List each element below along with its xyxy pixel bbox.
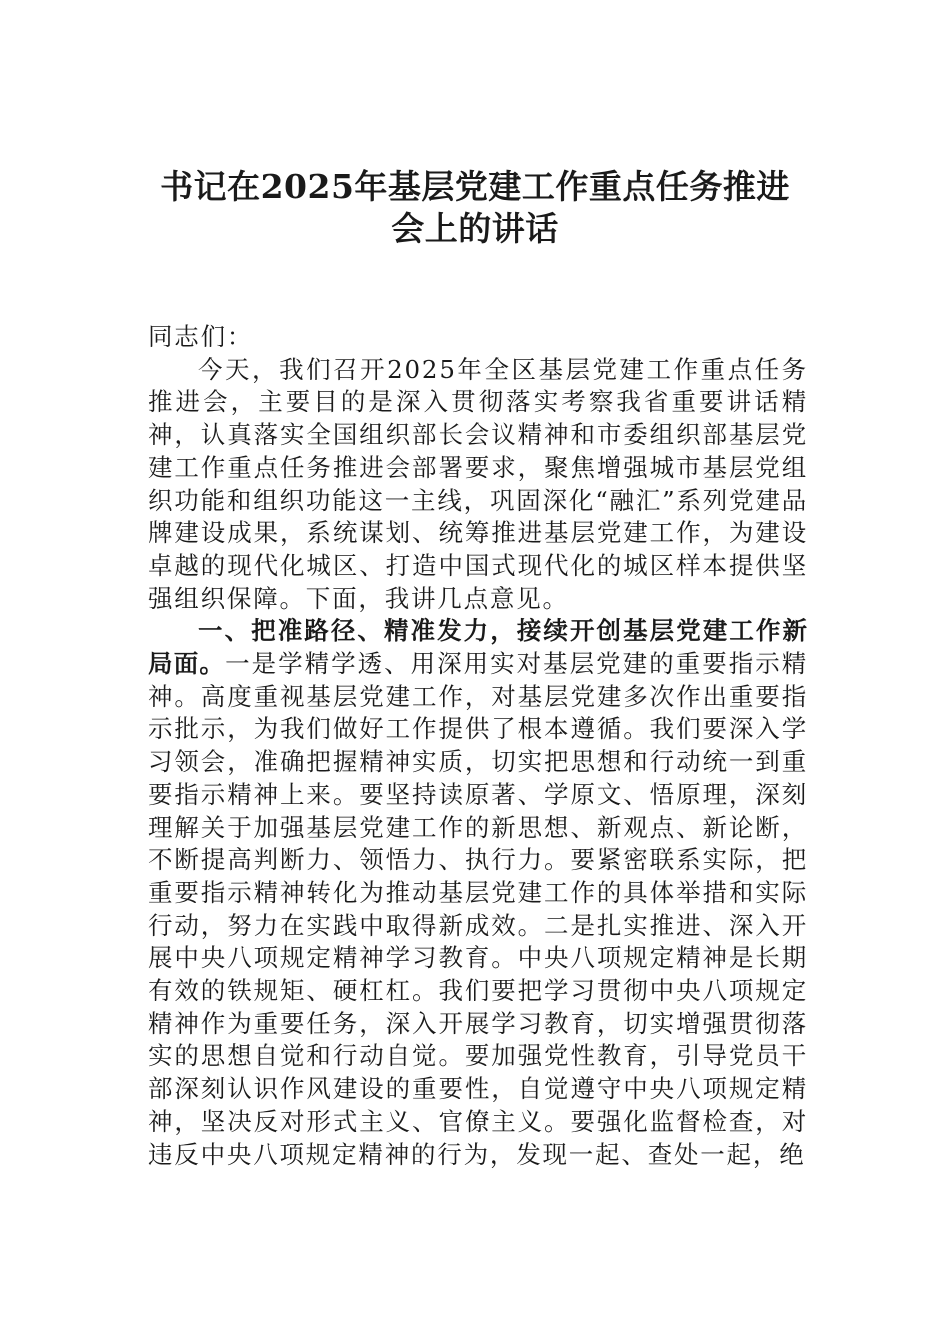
section-1-body: 一是学精学透、用深用实对基层党建的重要指示精神。高度重视基层党建工作，对基层党建多次作出重要指示批示，为我们做好工作提供了根本遵循。我们要深入学习领会，准确把握精神实质，切实把思想和行动统一到重要指示精神上来。要坚持读原著、学原文、悟原理，深刻理解关于加强基层党建工作的新思想、新观点、新论断，不断提高判断力、领悟力、执行力。要紧密联系实际，把重要指示精神转化为推动基层党建工作的具体举措和实际行动，努力在实践中取得新成效。二是扎实推进、深入开展中央八项规定精神学习教育。中央八项规定精神是长期有效的铁规矩、硬杠杠。我们要把学习贯彻中央八项规定精神作为重要任务，深入开展学习教育，切实增强贯彻落实的思想自觉和行动自觉。要加强党性教育，引导党员干部深刻认识作风建设的重要性，自觉遵守中央八项规定精神，坚决反对形式主义、官僚主义。要强化监督检查，对违反中央八项规定精神的行为，发现一起、查处一起，绝 (148, 649, 809, 1169)
section-1-heading: 一、把准路径、精准发力，接续开创基层党建工作新局面。 (148, 616, 808, 679)
document-body (148, 321, 808, 1171)
intro-paragraph: 今天，我们召开2025年全区基层党建工作重点任务推进会，主要目的是深入贯彻落实考察我省重要讲话精神，认真落实全国组织部长会议精神和市委组织部基层党建工作重点任务推进会部署要求，聚焦增强城市基层党组织功能和组织功能这一主线，巩固深化“融汇”系列党建品牌建设成果，系统谋划、统筹推进基层党建工作，为建设卓越的现代化城区、打造中国式现代化的城区样本提供坚强组织保障。下面，我讲几点意见。 (148, 354, 808, 613)
salutation: 同志们： (148, 322, 254, 351)
document-title-line-1: 书记在2025年基层党建工作重点任务推进 (160, 167, 790, 206)
section-1-paragraph (148, 615, 808, 1171)
document-title-line-2: 会上的讲话 (391, 209, 559, 248)
